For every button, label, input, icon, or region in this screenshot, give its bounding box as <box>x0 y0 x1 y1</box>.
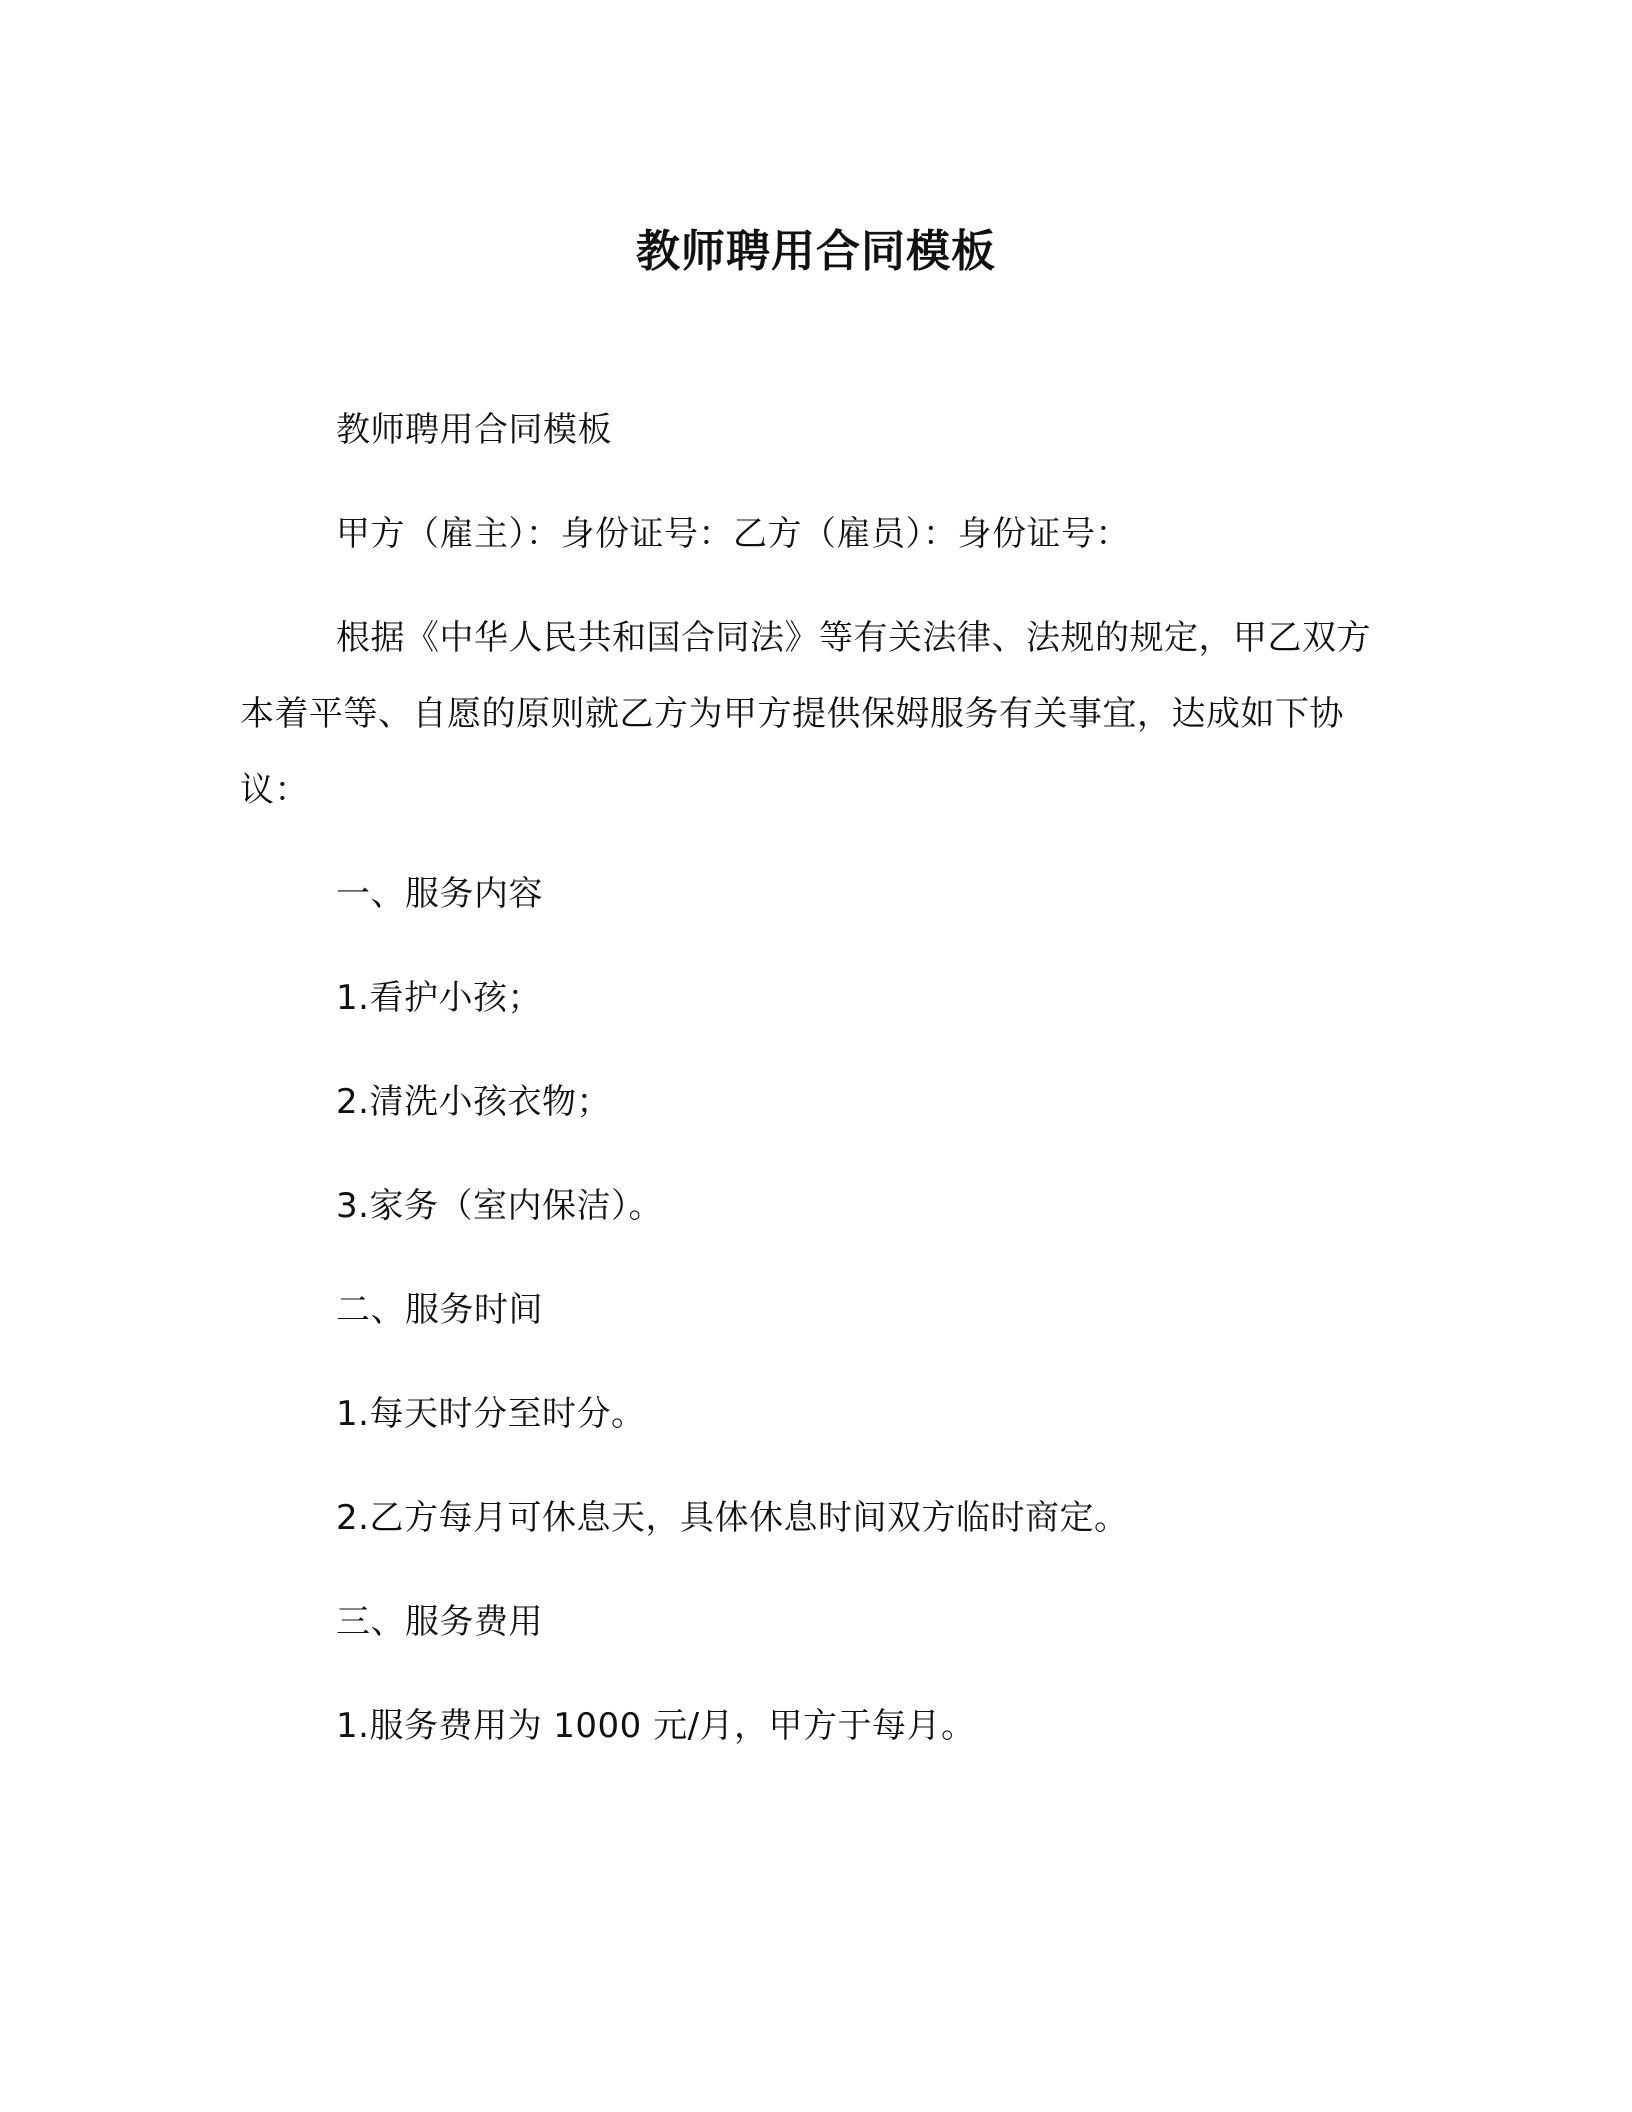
list-item: 1.看护小孩； <box>336 978 542 1018</box>
section-heading-service-fee: 三、服务费用 <box>336 1602 543 1642</box>
list-item: 2.乙方每月可休息天，具体休息时间双方临时商定。 <box>336 1498 1129 1538</box>
document-body <box>240 392 1390 1792</box>
document-title: 教师聘用合同模板 <box>636 226 996 277</box>
parties-paragraph: 甲方（雇主）：身份证号：乙方（雇员）：身份证号： <box>336 514 1130 554</box>
section-heading-service-content: 一、服务内容 <box>336 874 543 914</box>
subtitle-paragraph: 教师聘用合同模板 <box>336 410 612 450</box>
preamble-paragraph: 根据《中华人民共和国合同法》等有关法律、法规的规定，甲乙双方本着平等、自愿的原则就乙方为甲方提供保姆服务有关事宜，达成如下协议： <box>240 618 1371 810</box>
section-heading-service-time: 二、服务时间 <box>336 1290 543 1330</box>
list-item: 1.服务费用为 1000 元/月，甲方于每月。 <box>336 1706 976 1746</box>
list-item: 1.每天时分至时分。 <box>336 1394 646 1434</box>
list-item: 3.家务（室内保洁）。 <box>336 1186 663 1226</box>
list-item: 2.清洗小孩衣物； <box>336 1082 611 1122</box>
